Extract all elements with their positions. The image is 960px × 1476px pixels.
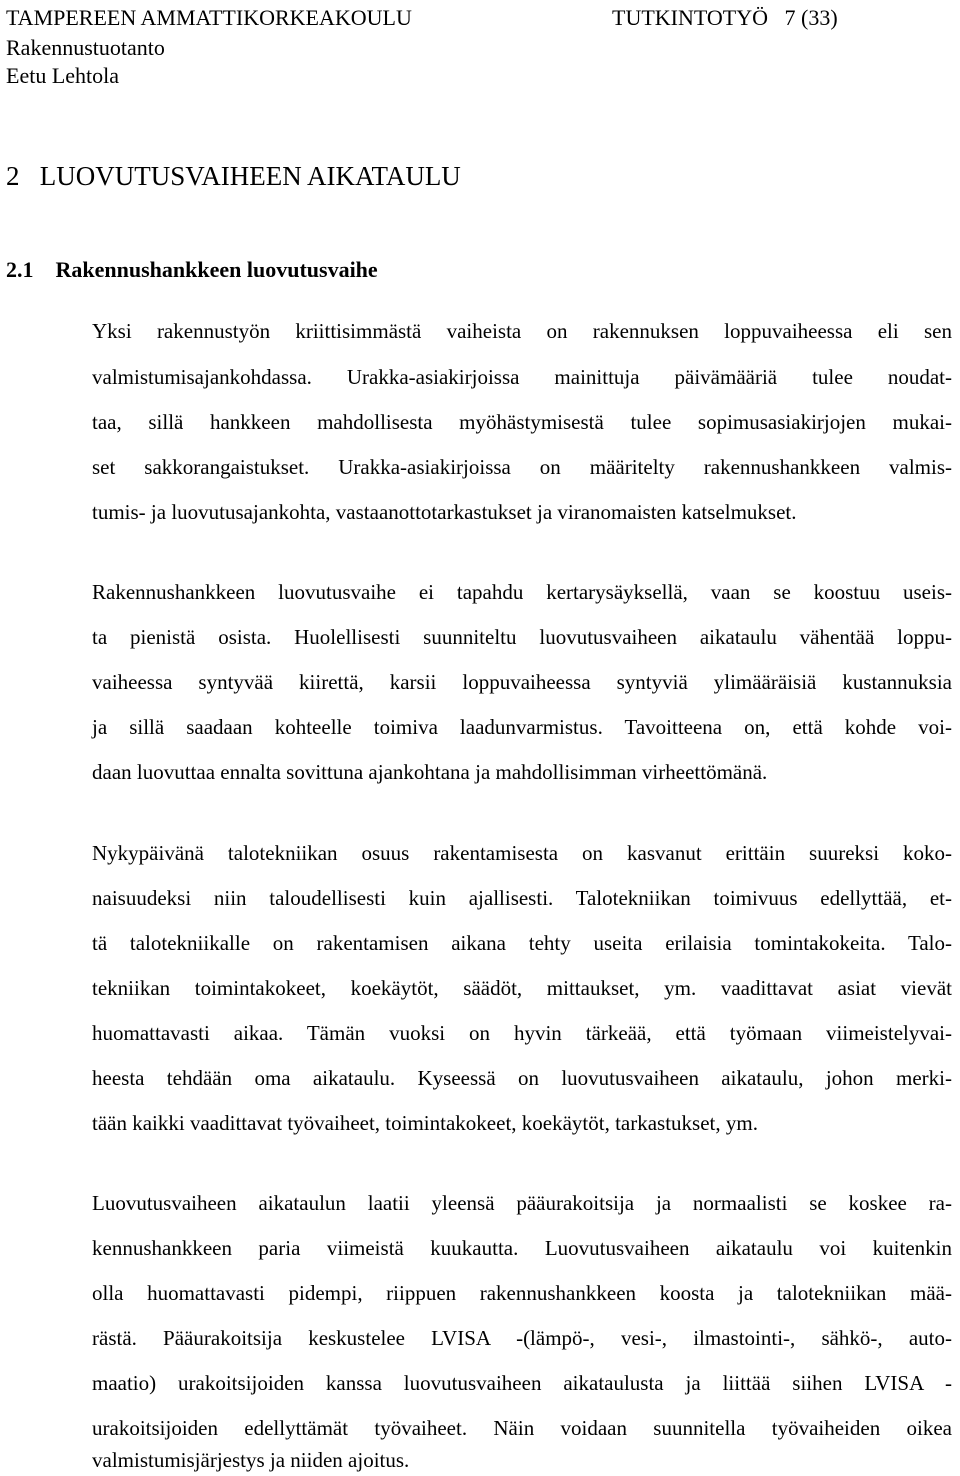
chapter-number: 2	[6, 161, 20, 191]
paragraph-line: tä talotekniikalle on rakentamisen aikana tehty useita erilaisia tomintakokeita. Talo-	[92, 931, 952, 955]
paragraph-line: Luovutusvaiheen aikataulun laatii yleensä pääurakoitsija ja normaalisti se koskee ra-	[92, 1191, 952, 1215]
chapter-heading	[6, 159, 461, 193]
header-page-number: 7 (33)	[784, 5, 838, 30]
paragraph-line: heesta tehdään oma aikataulu. Kyseessä on luovutusvaiheen aikataulu, johon merki-	[92, 1066, 952, 1090]
paragraph-line: rästä. Pääurakoitsija keskustelee LVISA -(lämpö-, vesi-, ilmastointi-, sähkö-, auto-	[92, 1326, 952, 1350]
paragraph-line: naisuudeksi niin taloudellisesti kuin ajallisesti. Talotekniikan toimivuus edellyttää, et-	[92, 886, 952, 910]
paragraph-line: maatio) urakoitsijoiden kanssa luovutusvaiheen aikataulusta ja liittää siihen LVISA -	[92, 1371, 952, 1395]
chapter-title: LUOVUTUSVAIHEEN AIKATAULU	[39, 161, 461, 191]
header-school: TAMPEREEN AMMATTIKORKEAKOULU	[6, 5, 412, 30]
section-title: Rakennushankkeen luovutusvaihe	[55, 257, 378, 282]
paragraph-line: tumis- ja luovutusajankohta, vastaanottotarkastukset ja viranomaisten katselmukset.	[92, 500, 797, 524]
header-doc-type: TUTKINTOTYÖ	[612, 5, 769, 30]
section-number: 2.1	[6, 257, 34, 282]
header-author: Eetu Lehtola	[6, 63, 120, 88]
paragraph-line: tään kaikki vaadittavat työvaiheet, toimintakokeet, koekäytöt, tarkastukset, ym.	[92, 1111, 758, 1135]
paragraph-line: vaiheessa syntyvää kiirettä, karsii loppuvaiheessa syntyviä ylimääräisiä kustannuksia	[92, 670, 952, 694]
paragraph-line: set sakkorangaistukset. Urakka-asiakirjoissa on määritelty rakennushankkeen valmis-	[92, 455, 952, 479]
paragraph-line: valmistumisajankohdassa. Urakka-asiakirjoissa mainittuja päivämääriä tulee noudat-	[92, 365, 952, 389]
paragraph-line: Nykypäivänä talotekniikan osuus rakentamisesta on kasvanut erittäin suureksi koko-	[92, 841, 952, 865]
paragraph-line: kennushankkeen paria viimeistä kuukautta. Luovutusvaiheen aikataulu voi kuitenkin	[92, 1236, 952, 1260]
paragraph-line: taa, sillä hankkeen mahdollisesta myöhästymisestä tulee sopimusasiakirjojen mukai-	[92, 410, 952, 434]
paragraph-line: huomattavasti aikaa. Tämän vuoksi on hyvin tärkeää, että työmaan viimeistelyvai-	[92, 1021, 952, 1045]
paragraph-line: ta pienistä osista. Huolellisesti suunniteltu luovutusvaiheen aikataulu vähentää loppu-	[92, 625, 952, 649]
paragraph-line: Rakennushankkeen luovutusvaihe ei tapahdu kertarysäyksellä, vaan se koostuu useis-	[92, 580, 952, 604]
paragraph-line: tekniikan toimintakokeet, koekäytöt, säädöt, mittaukset, ym. vaadittavat asiat vievät	[92, 976, 952, 1000]
paragraph-line: olla huomattavasti pidempi, riippuen rakennushankkeen koosta ja talotekniikan mää-	[92, 1281, 952, 1305]
paragraph-line: daan luovuttaa ennalta sovittuna ajankohtana ja mahdollisimman virheettömänä.	[92, 760, 768, 784]
header-doc-info	[612, 3, 838, 33]
paragraph-line: valmistumisjärjestys ja niiden ajoitus.	[92, 1448, 410, 1472]
paragraph-line: ja sillä saadaan kohteelle toimiva laadunvarmistus. Tavoitteena on, että kohde voi-	[92, 715, 952, 739]
paragraph-line: urakoitsijoiden edellyttämät työvaiheet. Näin voidaan suunnitella työvaiheiden oikea	[92, 1416, 952, 1440]
paragraph-line: Yksi rakennustyön kriittisimmästä vaiheista on rakennuksen loppuvaiheessa eli sen	[92, 319, 952, 343]
header-program: Rakennustuotanto	[6, 35, 165, 60]
section-heading	[6, 255, 378, 285]
